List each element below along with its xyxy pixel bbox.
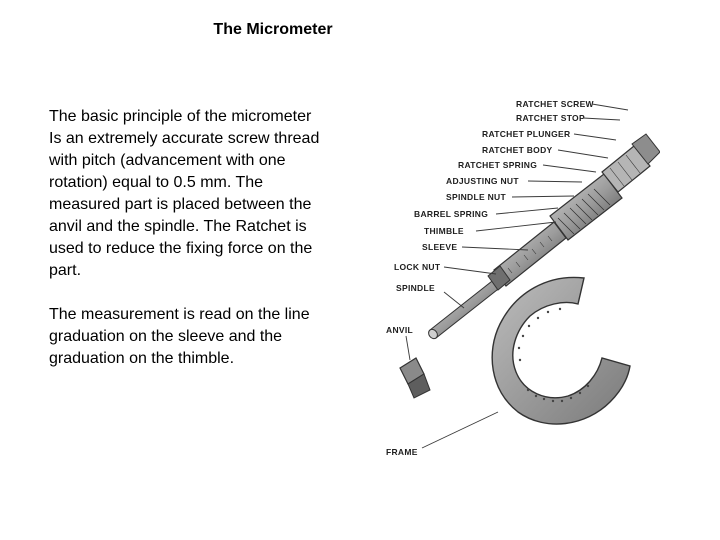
label-spindle: SPINDLE [396,283,435,293]
label-frame: FRAME [386,447,418,457]
micrometer-diagram [378,90,660,480]
page-title: The Micrometer [213,21,333,38]
ratchet-shape [602,134,660,192]
frame-shape [492,277,630,424]
label-ratchet-body: RATCHET BODY [482,145,553,155]
label-barrel-spring: BARREL SPRING [414,209,489,219]
label-ratchet-stop: RATCHET STOP [516,113,585,123]
spindle-shape [427,278,502,340]
measurement-paragraph: The measurement is read on the line graduation on the sleeve and the graduation on the thimble. [49,306,310,367]
label-ratchet-plunger: RATCHET PLUNGER [482,129,571,139]
label-adjusting-nut: ADJUSTING NUT [446,176,519,186]
label-anvil: ANVIL [386,325,413,335]
label-ratchet-screw: RATCHET SCREW [516,99,594,109]
label-ratchet-spring: RATCHET SPRING [458,160,538,170]
label-lock-nut: LOCK NUT [394,262,441,272]
principle-paragraph: The basic principle of the micrometer Is an extremely accurate screw thread with pitch (advancement with one rotation) equal to 0.5 mm. The measured part is placed between the anvil and the spindle. The Ratchet is used to reduce the fixing force on the part. [49,108,320,279]
anvil-shape [400,358,430,398]
body-text [49,106,369,370]
label-sleeve: SLEEVE [422,242,458,252]
label-thimble: THIMBLE [424,226,464,236]
label-spindle-nut: SPINDLE NUT [446,192,506,202]
